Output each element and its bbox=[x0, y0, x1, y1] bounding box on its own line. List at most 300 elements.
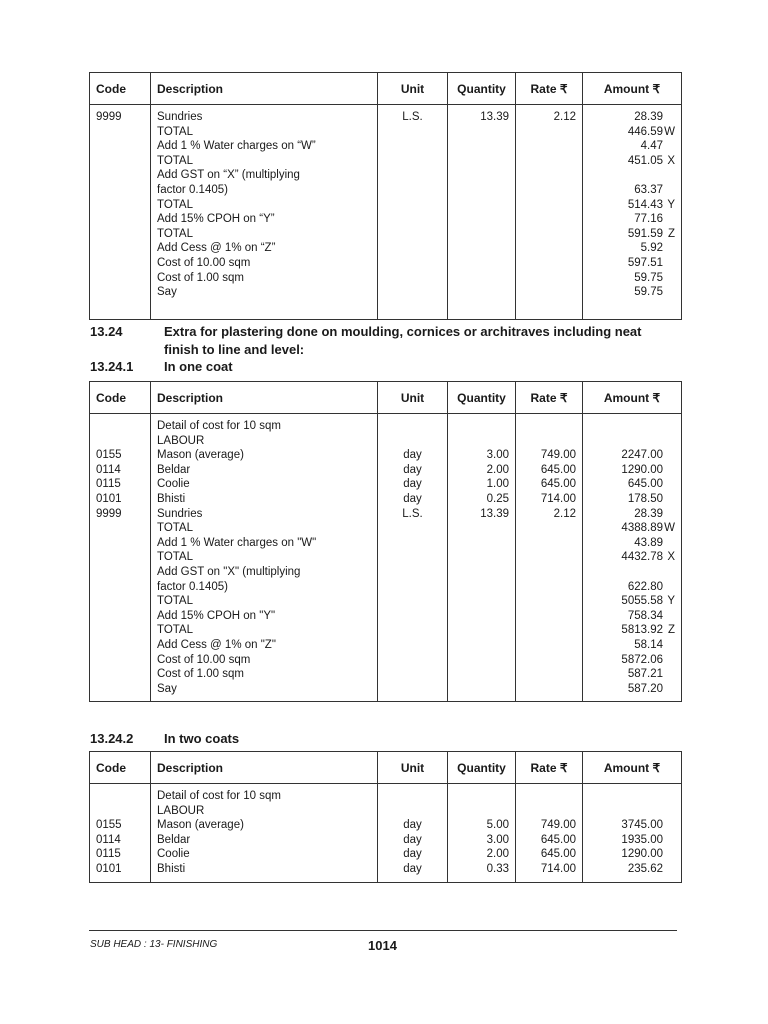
cell-value: Sundries bbox=[157, 507, 203, 520]
total-marker: W bbox=[664, 125, 675, 138]
cell-value: 4388.89 bbox=[621, 522, 663, 535]
cell-line bbox=[157, 448, 371, 463]
cell-value: TOTAL bbox=[157, 551, 193, 564]
amount-lines bbox=[589, 789, 675, 877]
section-title-13-24-2: In two coats bbox=[164, 731, 240, 746]
cell-value: Add GST on "X" (multiplying bbox=[157, 565, 301, 578]
cell-value: Sundries bbox=[157, 111, 203, 123]
cell-line bbox=[384, 434, 441, 449]
cell-line bbox=[96, 212, 144, 227]
cell-line bbox=[157, 550, 371, 565]
cell-value: day bbox=[403, 833, 422, 846]
table-header-row bbox=[90, 73, 682, 105]
total-marker: Z bbox=[667, 624, 675, 637]
code-lines bbox=[96, 789, 144, 877]
cell-line bbox=[157, 507, 371, 522]
cell-value: 0114 bbox=[96, 833, 121, 846]
cell-value: 749.00 bbox=[540, 819, 576, 832]
cell-line bbox=[454, 463, 509, 478]
section-title-13-24-1: In one coat bbox=[164, 359, 233, 374]
cell-value: 13.39 bbox=[480, 111, 509, 123]
unit-lines bbox=[384, 789, 441, 877]
cell-value: L.S. bbox=[402, 507, 423, 520]
cell-value: 178.50 bbox=[627, 492, 663, 505]
description-lines bbox=[157, 110, 371, 300]
cell-value: 77.16 bbox=[634, 213, 663, 226]
cell-line bbox=[96, 183, 144, 198]
cell-line bbox=[96, 271, 144, 286]
cell-line bbox=[157, 198, 371, 213]
cell-value: 13.39 bbox=[480, 507, 509, 520]
cell-value: 0101 bbox=[96, 862, 122, 875]
total-marker: X bbox=[667, 551, 675, 564]
cell-line bbox=[589, 789, 675, 804]
section-title-13-24-line2: finish to line and level: bbox=[164, 342, 305, 357]
footer-divider bbox=[89, 930, 677, 931]
cell-line bbox=[157, 419, 371, 434]
column-header-quantity: Quantity bbox=[448, 382, 516, 414]
cell-value: day bbox=[403, 449, 422, 462]
cell-line bbox=[589, 862, 675, 877]
cell-line bbox=[522, 477, 576, 492]
cell-line bbox=[589, 285, 675, 300]
cell-line bbox=[384, 789, 441, 804]
quantity-cell bbox=[448, 105, 516, 320]
cell-value: 3745.00 bbox=[621, 819, 663, 832]
amount-cell bbox=[583, 784, 682, 883]
cell-line bbox=[384, 463, 441, 478]
cell-line bbox=[454, 507, 509, 522]
cell-value: Beldar bbox=[157, 463, 191, 476]
cell-value: 0.33 bbox=[486, 862, 509, 875]
cell-value: 514.43 bbox=[627, 198, 663, 211]
cell-line bbox=[96, 419, 144, 434]
cell-value: TOTAL bbox=[157, 522, 193, 535]
cell-line bbox=[384, 419, 441, 434]
cell-value: 3.00 bbox=[486, 833, 509, 846]
cell-line bbox=[96, 448, 144, 463]
quantity-cell bbox=[448, 784, 516, 883]
column-header-description: Description bbox=[151, 382, 378, 414]
quantity-lines bbox=[454, 789, 509, 877]
cell-line bbox=[96, 804, 144, 819]
cell-value: 0115 bbox=[96, 478, 121, 491]
cell-value: day bbox=[403, 463, 422, 476]
cell-line bbox=[384, 110, 441, 125]
cell-line bbox=[384, 847, 441, 862]
cell-line bbox=[454, 833, 509, 848]
total-marker: X bbox=[667, 154, 675, 167]
cell-line bbox=[522, 847, 576, 862]
cell-line bbox=[589, 168, 675, 183]
cell-line bbox=[157, 653, 371, 668]
cell-value: 714.00 bbox=[540, 862, 576, 875]
cell-value: 622.80 bbox=[627, 580, 663, 593]
cell-value: 0.25 bbox=[486, 492, 509, 505]
cell-line bbox=[96, 507, 144, 522]
cell-line bbox=[522, 463, 576, 478]
cell-line bbox=[96, 300, 144, 315]
table-header-row bbox=[90, 752, 682, 784]
cell-line bbox=[157, 241, 371, 256]
table-body-row bbox=[90, 784, 682, 883]
cell-value: 1.00 bbox=[486, 478, 509, 491]
rate-analysis-table-one-coat bbox=[89, 381, 682, 702]
cell-value: Detail of cost for 10 sqm bbox=[157, 420, 281, 432]
cell-value: day bbox=[403, 848, 422, 861]
cell-value: Coolie bbox=[157, 848, 190, 861]
cell-value: 63.37 bbox=[634, 183, 663, 196]
rate-cell bbox=[516, 414, 583, 702]
cell-line bbox=[157, 212, 371, 227]
cell-value: Add 15% CPOH on “Y” bbox=[157, 213, 275, 226]
cell-line bbox=[589, 448, 675, 463]
cell-value: 645.00 bbox=[627, 478, 663, 491]
cell-value: 3.00 bbox=[486, 449, 509, 462]
section-number-13-24: 13.24 bbox=[90, 324, 123, 339]
cell-line bbox=[454, 419, 509, 434]
cell-line bbox=[157, 168, 371, 183]
cell-line bbox=[589, 609, 675, 624]
cell-value: Cost of 1.00 sqm bbox=[157, 271, 244, 284]
cell-value: LABOUR bbox=[157, 804, 205, 817]
amount-cell bbox=[583, 414, 682, 702]
cell-line bbox=[157, 154, 371, 169]
cell-line bbox=[454, 862, 509, 877]
cell-line bbox=[384, 492, 441, 507]
cell-line bbox=[454, 804, 509, 819]
column-header-unit: Unit bbox=[378, 73, 448, 105]
cell-line bbox=[157, 638, 371, 653]
rate-analysis-table-sundries bbox=[89, 72, 682, 320]
cell-value: Cost of 1.00 sqm bbox=[157, 668, 244, 681]
cell-line bbox=[384, 862, 441, 877]
cell-line bbox=[157, 667, 371, 682]
cell-value: 758.34 bbox=[627, 609, 663, 622]
cell-value: L.S. bbox=[402, 111, 423, 123]
cell-value: 1935.00 bbox=[621, 833, 663, 846]
cell-line bbox=[157, 463, 371, 478]
unit-cell bbox=[378, 784, 448, 883]
cell-line bbox=[157, 183, 371, 198]
cell-value: 235.62 bbox=[627, 862, 663, 875]
cell-value: Coolie bbox=[157, 478, 190, 491]
cell-line bbox=[96, 463, 144, 478]
cell-value: 1290.00 bbox=[621, 848, 663, 861]
column-header-code: Code bbox=[90, 73, 151, 105]
cell-line bbox=[589, 212, 675, 227]
cell-line bbox=[589, 256, 675, 271]
cell-line bbox=[454, 448, 509, 463]
cell-line bbox=[589, 594, 675, 609]
cell-line bbox=[384, 507, 441, 522]
cell-value: 2.00 bbox=[486, 848, 509, 861]
rate-lines bbox=[522, 789, 576, 877]
cell-line bbox=[589, 521, 675, 536]
column-header-code: Code bbox=[90, 382, 151, 414]
cell-line bbox=[589, 241, 675, 256]
unit-lines bbox=[384, 419, 441, 521]
cell-value: TOTAL bbox=[157, 595, 193, 608]
cell-line bbox=[157, 139, 371, 154]
cell-line bbox=[454, 477, 509, 492]
column-header-unit: Unit bbox=[378, 752, 448, 784]
section-number-13-24-1: 13.24.1 bbox=[90, 359, 134, 374]
cell-line bbox=[384, 833, 441, 848]
cell-line bbox=[454, 492, 509, 507]
cell-line bbox=[454, 110, 509, 125]
cell-value: 2.00 bbox=[486, 463, 509, 476]
cell-line bbox=[157, 271, 371, 286]
total-marker: W bbox=[664, 522, 675, 535]
cell-value: 5.00 bbox=[486, 819, 509, 832]
cell-value: 0115 bbox=[96, 848, 121, 861]
cell-line bbox=[157, 125, 371, 140]
total-marker: Y bbox=[667, 198, 675, 211]
cell-line bbox=[589, 492, 675, 507]
cell-line bbox=[589, 434, 675, 449]
column-header-unit: Unit bbox=[378, 382, 448, 414]
cell-value: TOTAL bbox=[157, 154, 193, 167]
table-header-row bbox=[90, 382, 682, 414]
cell-line bbox=[454, 818, 509, 833]
description-lines bbox=[157, 419, 371, 696]
cell-line bbox=[522, 818, 576, 833]
amount-lines bbox=[589, 419, 675, 696]
cell-line bbox=[522, 804, 576, 819]
description-cell bbox=[151, 784, 378, 883]
cell-line bbox=[157, 818, 371, 833]
cell-line bbox=[384, 804, 441, 819]
cell-value: 4.47 bbox=[640, 140, 663, 153]
cell-line bbox=[96, 285, 144, 300]
cell-line bbox=[384, 477, 441, 492]
cell-value: 58.14 bbox=[634, 638, 663, 651]
cell-line bbox=[157, 609, 371, 624]
cell-value: 591.59 bbox=[627, 227, 663, 240]
cell-line bbox=[157, 594, 371, 609]
cell-line bbox=[589, 667, 675, 682]
column-header-rate: Rate ₹ bbox=[516, 752, 583, 784]
cell-value: Bhisti bbox=[157, 862, 186, 875]
cell-value: 587.20 bbox=[627, 682, 663, 695]
cell-line bbox=[96, 789, 144, 804]
cell-line bbox=[157, 256, 371, 271]
code-lines bbox=[96, 110, 144, 314]
cell-line bbox=[589, 565, 675, 580]
cell-line bbox=[157, 285, 371, 300]
column-header-amount: Amount ₹ bbox=[583, 752, 682, 784]
cell-line bbox=[522, 507, 576, 522]
cell-value: 0155 bbox=[96, 819, 122, 832]
cell-value: 1290.00 bbox=[621, 463, 663, 476]
unit-lines bbox=[384, 110, 441, 125]
cell-value: Add 1 % Water charges on “W” bbox=[157, 140, 316, 153]
cell-line bbox=[522, 833, 576, 848]
cell-line bbox=[96, 198, 144, 213]
cell-line bbox=[96, 168, 144, 183]
column-header-amount: Amount ₹ bbox=[583, 382, 682, 414]
cell-line bbox=[157, 833, 371, 848]
cell-line bbox=[157, 521, 371, 536]
cell-value: Mason (average) bbox=[157, 819, 244, 832]
cell-line bbox=[522, 492, 576, 507]
cell-value: 2247.00 bbox=[621, 449, 663, 462]
cell-value: Add Cess @ 1% on "Z" bbox=[157, 638, 276, 651]
cell-value: 597.51 bbox=[627, 256, 663, 269]
cell-line bbox=[522, 434, 576, 449]
cell-value: TOTAL bbox=[157, 125, 193, 138]
cell-value: 645.00 bbox=[540, 478, 576, 491]
cell-line bbox=[384, 448, 441, 463]
cell-value: day bbox=[403, 478, 422, 491]
cell-line bbox=[157, 580, 371, 595]
cell-line bbox=[96, 434, 144, 449]
cell-line bbox=[157, 682, 371, 697]
column-header-quantity: Quantity bbox=[448, 752, 516, 784]
cell-line bbox=[589, 847, 675, 862]
cell-line bbox=[157, 623, 371, 638]
cell-line bbox=[522, 110, 576, 125]
cell-line bbox=[384, 818, 441, 833]
cell-value: 451.05 bbox=[627, 154, 663, 167]
page-number: 1014 bbox=[368, 938, 397, 953]
quantity-cell bbox=[448, 414, 516, 702]
cell-value: Add 1 % Water charges on "W" bbox=[157, 536, 317, 549]
cell-value: Beldar bbox=[157, 833, 191, 846]
rate-analysis-table-two-coats bbox=[89, 751, 682, 883]
total-marker: Z bbox=[667, 227, 675, 240]
cell-line bbox=[589, 463, 675, 478]
rate-cell bbox=[516, 784, 583, 883]
cell-line bbox=[589, 580, 675, 595]
code-lines bbox=[96, 419, 144, 521]
cell-value: 645.00 bbox=[540, 848, 576, 861]
cell-value: Add Cess @ 1% on “Z” bbox=[157, 242, 276, 255]
cell-value: 0155 bbox=[96, 449, 122, 462]
cell-value: TOTAL bbox=[157, 227, 193, 240]
cell-line bbox=[96, 139, 144, 154]
cell-line bbox=[522, 862, 576, 877]
rate-lines bbox=[522, 419, 576, 521]
cell-line bbox=[589, 139, 675, 154]
cell-value: 2.12 bbox=[553, 507, 576, 520]
cell-line bbox=[589, 653, 675, 668]
cell-value: Add 15% CPOH on "Y" bbox=[157, 609, 276, 622]
cell-line bbox=[96, 833, 144, 848]
cell-line bbox=[522, 448, 576, 463]
cell-value: 0114 bbox=[96, 463, 121, 476]
cell-value: Cost of 10.00 sqm bbox=[157, 256, 251, 269]
cell-line bbox=[157, 862, 371, 877]
cell-value: Mason (average) bbox=[157, 449, 244, 462]
cell-value: 43.89 bbox=[634, 536, 663, 549]
amount-lines bbox=[589, 110, 675, 300]
cell-value: 5813.92 bbox=[621, 624, 663, 637]
total-marker: Y bbox=[667, 595, 675, 608]
cell-line bbox=[589, 682, 675, 697]
cell-line bbox=[157, 565, 371, 580]
cell-line bbox=[157, 804, 371, 819]
cell-value: 446.59 bbox=[627, 125, 663, 138]
cell-line bbox=[522, 419, 576, 434]
description-cell bbox=[151, 414, 378, 702]
cell-value: 749.00 bbox=[540, 449, 576, 462]
cell-line bbox=[96, 110, 144, 125]
cell-value: day bbox=[403, 492, 422, 505]
cell-value: 645.00 bbox=[540, 463, 576, 476]
cell-value: LABOUR bbox=[157, 434, 205, 447]
cell-line bbox=[96, 862, 144, 877]
cell-line bbox=[589, 550, 675, 565]
cell-line bbox=[589, 110, 675, 125]
cell-value: Detail of cost for 10 sqm bbox=[157, 790, 281, 802]
cell-line bbox=[96, 818, 144, 833]
rate-lines bbox=[522, 110, 576, 125]
cell-value: 9999 bbox=[96, 507, 122, 520]
cell-value: factor 0.1405) bbox=[157, 183, 228, 196]
code-cell bbox=[90, 105, 151, 320]
column-header-rate: Rate ₹ bbox=[516, 382, 583, 414]
cell-line bbox=[96, 256, 144, 271]
cell-line bbox=[589, 507, 675, 522]
cell-value: 28.39 bbox=[634, 111, 663, 123]
quantity-lines bbox=[454, 110, 509, 125]
column-header-amount: Amount ₹ bbox=[583, 73, 682, 105]
cell-line bbox=[589, 271, 675, 286]
cell-line bbox=[589, 154, 675, 169]
cell-value: TOTAL bbox=[157, 198, 193, 211]
cell-value: 2.12 bbox=[553, 111, 576, 123]
footer-subhead: SUB HEAD : 13- FINISHING bbox=[90, 939, 218, 950]
cell-line bbox=[157, 847, 371, 862]
cell-value: 4432.78 bbox=[621, 551, 663, 564]
cell-value: 0101 bbox=[96, 492, 122, 505]
cell-line bbox=[96, 227, 144, 242]
cell-value: 5872.06 bbox=[621, 653, 663, 666]
cell-value: TOTAL bbox=[157, 624, 193, 637]
cell-line bbox=[589, 227, 675, 242]
cell-value: factor 0.1405) bbox=[157, 580, 228, 593]
cell-line bbox=[589, 833, 675, 848]
cell-line bbox=[157, 789, 371, 804]
section-title-13-24-line1: Extra for plastering done on moulding, cornices or architraves including neat bbox=[164, 324, 642, 339]
cell-value: Bhisti bbox=[157, 492, 186, 505]
cell-line bbox=[589, 818, 675, 833]
cell-line bbox=[157, 477, 371, 492]
cell-line bbox=[522, 789, 576, 804]
cell-line bbox=[96, 154, 144, 169]
cell-value: 714.00 bbox=[540, 492, 576, 505]
column-header-rate: Rate ₹ bbox=[516, 73, 583, 105]
cell-value: 59.75 bbox=[634, 271, 663, 284]
cell-line bbox=[589, 804, 675, 819]
cell-line bbox=[589, 623, 675, 638]
cell-value: 5.92 bbox=[640, 242, 663, 255]
section-number-13-24-2: 13.24.2 bbox=[90, 731, 134, 746]
cell-line bbox=[589, 536, 675, 551]
cell-line bbox=[157, 434, 371, 449]
cell-line bbox=[454, 789, 509, 804]
column-header-description: Description bbox=[151, 73, 378, 105]
quantity-lines bbox=[454, 419, 509, 521]
cell-line bbox=[589, 125, 675, 140]
column-header-description: Description bbox=[151, 752, 378, 784]
rate-cell bbox=[516, 105, 583, 320]
column-header-quantity: Quantity bbox=[448, 73, 516, 105]
cell-line bbox=[157, 110, 371, 125]
cell-line bbox=[157, 536, 371, 551]
